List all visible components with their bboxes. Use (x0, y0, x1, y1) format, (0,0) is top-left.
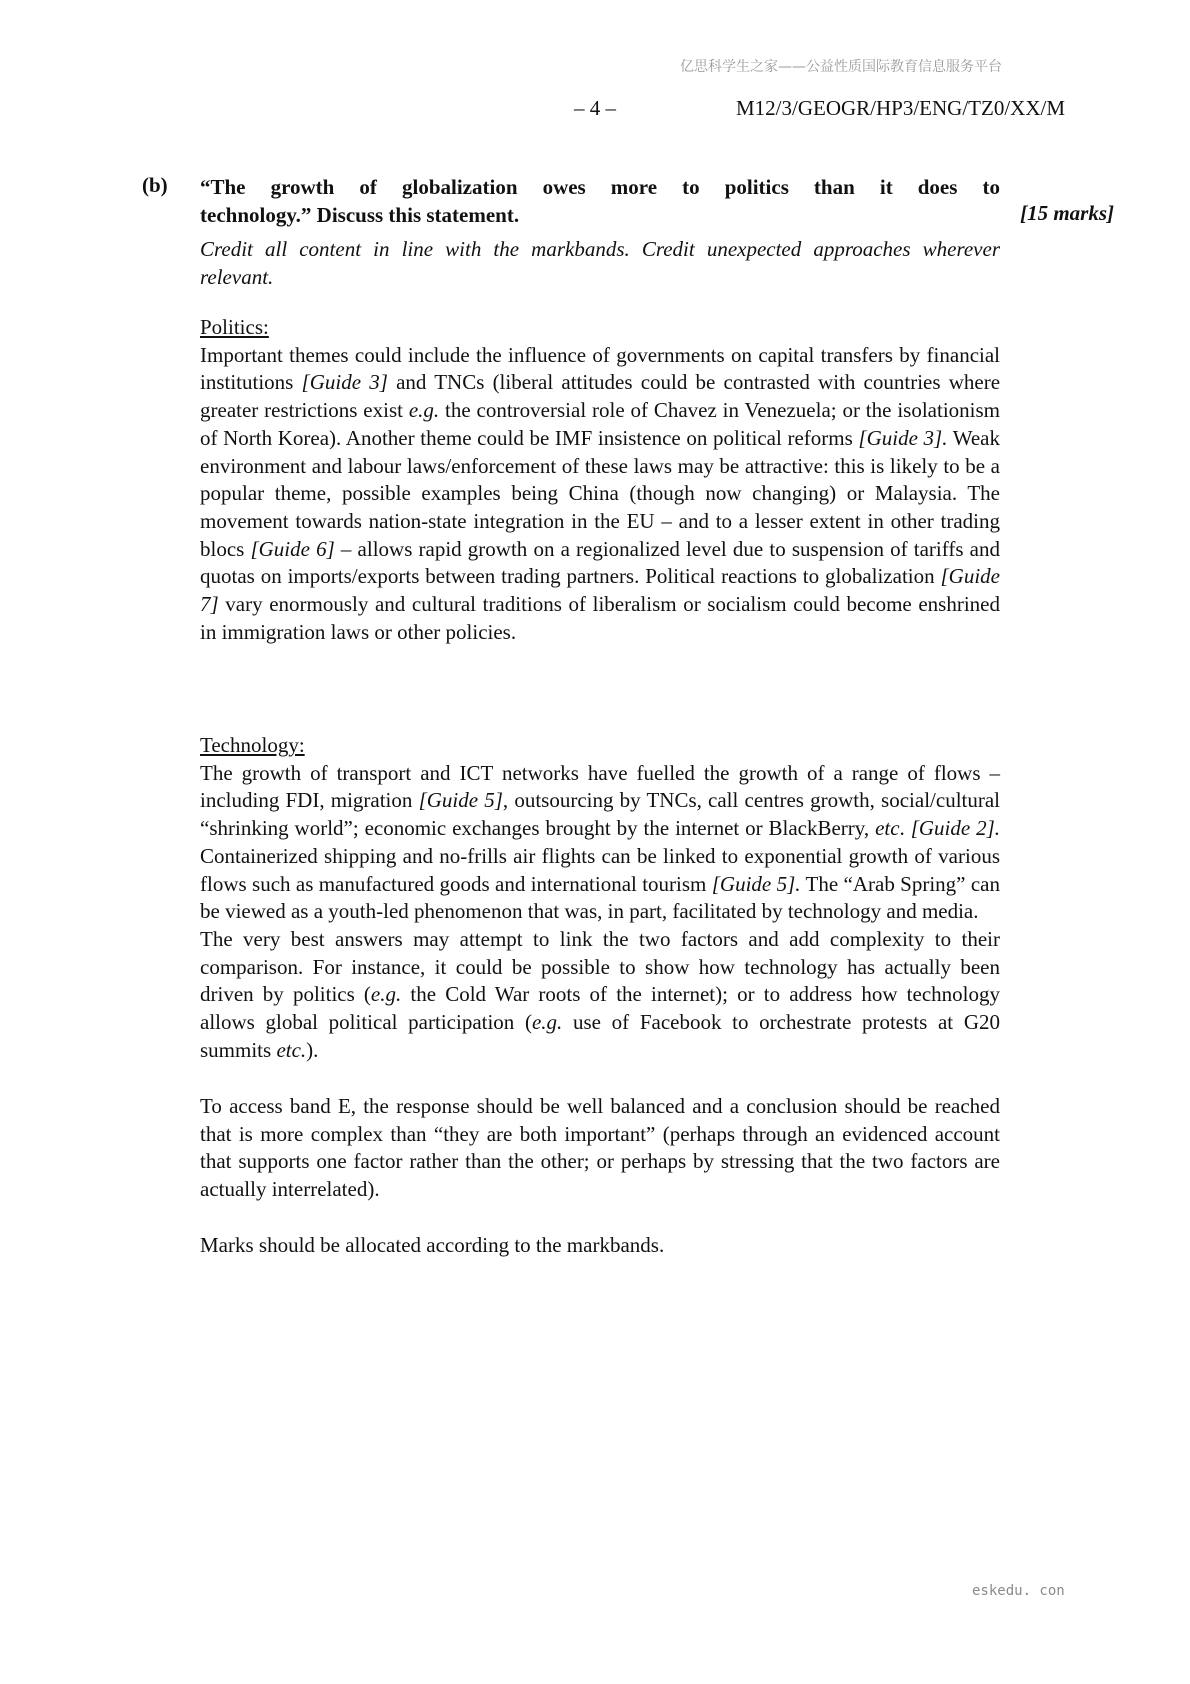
guide-ref: [Guide 3] (301, 370, 388, 395)
etc-ref: etc. (276, 1037, 307, 1062)
politics-paragraph (200, 342, 1000, 647)
question-label: (b) (142, 173, 168, 197)
technology-text-5: The “Arab Spring” can be viewed as a youth-led phenomenon that was, in part, facilitated by technology and media. (200, 871, 1000, 924)
technology-heading: Technology: (200, 733, 305, 757)
guide-ref: [Guide 3]. (858, 425, 948, 450)
technology-text-3: . (899, 816, 911, 841)
guide-ref: [Guide 2]. (910, 816, 1000, 841)
closing-text: Marks should be allocated according to the markbands. (200, 1233, 665, 1257)
linking-text-3: use of Facebook to orchestrate protests at G20 summits (200, 1010, 1000, 1062)
band-e-paragraph (200, 1093, 1000, 1204)
politics-text-2: and TNCs (liberal attitudes could be contrasted with countries where greater restrictions exist (200, 370, 1001, 423)
guide-ref: [Guide 6] (250, 536, 335, 561)
guidance-paragraph (200, 236, 1000, 291)
document-reference: M12/3/GEOGR/HP3/ENG/TZ0/XX/M (736, 96, 1066, 120)
linking-text-2: the Cold War roots of the internet); or to address how technology allows global political participation ( (200, 982, 1000, 1035)
technology-text-1: The growth of transport and ICT networks have fuelled the growth of a range of flows – including FDI, migration (200, 760, 1000, 813)
linking-text-1: The very best answers may attempt to link the two factors and add complexity to their comparison. For instance, it could be possible to show how technology has actually been driven by politics ( (200, 927, 1000, 1007)
politics-text-3: the controversial role of Chavez in Venezuela; or the isolationism of North Korea). Another theme could be IMF insistence on political reforms (200, 398, 1000, 450)
guide-ref: [Guide 5]. (711, 871, 801, 896)
politics-text-1: Important themes could include the influence of governments on capital transfers by financial institutions (200, 342, 1000, 395)
watermark-text: 亿思科学生之家——公益性质国际教育信息服务平台 (680, 59, 1002, 75)
politics-text-6: vary enormously and cultural traditions of liberalism or socialism could become enshrined in immigration laws or other policies. (200, 592, 1000, 644)
technology-section (200, 732, 1000, 926)
question-prompt-line1: “The growth of globalization owes more to politics than it does to (200, 175, 1000, 199)
linking-text-4: ). (306, 1037, 319, 1062)
page-number: – 4 – (574, 96, 616, 120)
question-marks: [15 marks] (1020, 201, 1114, 225)
linking-paragraph (200, 926, 1000, 1065)
closing-paragraph (200, 1232, 1000, 1260)
politics-text-5: – allows rapid growth on a regionalized level due to suspension of tariffs and quotas on imports/exports between trading partners. Political reactions to globalization (200, 536, 1000, 589)
eg-ref: e.g. (531, 1010, 563, 1035)
eg-ref: e.g. (408, 398, 440, 423)
politics-heading: Politics: (200, 315, 269, 339)
band-e-text: To access band E, the response should be well balanced and a conclusion should be reached that is more complex than “they are both important” (perhaps through an evidenced account that supports one factor rather than the other; or perhaps by stressing that the two factors are actually interrelated). (200, 1094, 1000, 1202)
guide-ref: [Guide 7] (200, 564, 1000, 617)
guide-ref: [Guide 5] (418, 788, 503, 813)
etc-ref: etc (875, 816, 900, 841)
guidance-text: Credit all content in line with the markbands. Credit unexpected approaches wherever relevant. (200, 237, 1000, 289)
technology-text-4: Containerized shipping and no-frills air flights can be linked to exponential growth of various flows such as manufactured goods and international tourism (200, 843, 1000, 896)
technology-text-2: , outsourcing by TNCs, call centres growth, social/cultural “shrinking world”; economic exchanges brought by the internet or BlackBerry, (200, 788, 1001, 841)
question-prompt-line2: technology.” Discuss this statement. (200, 203, 520, 227)
eg-ref: e.g. (370, 982, 402, 1007)
politics-section (200, 314, 1000, 646)
technology-paragraph (200, 760, 1000, 926)
footer-site-mark: eskedu. con (972, 1583, 1065, 1599)
politics-text-4: Weak environment and labour laws/enforcement of these laws may be attractive: this is likely to be a popular theme, possible examples being China (though now changing) or Malaysia. The movement towards nation-state integration in the EU – and to a lesser extent in other trading blocs (200, 425, 1001, 561)
